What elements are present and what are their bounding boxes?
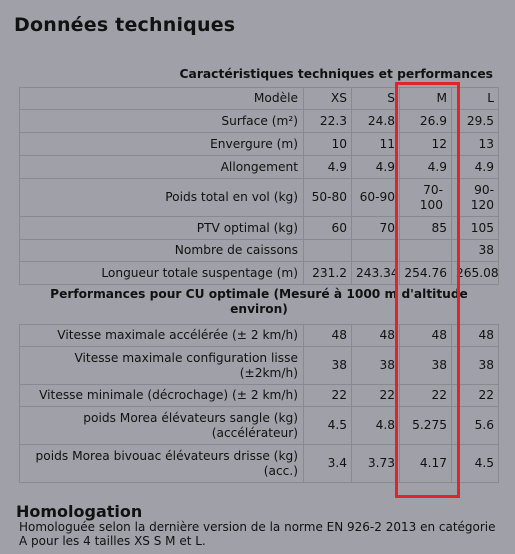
cell: 254.76: [400, 262, 452, 285]
table-row: [20, 110, 499, 133]
cell: 38: [452, 240, 499, 262]
row-label: Vitesse maximale accélérée (± 2 km/h): [20, 325, 304, 347]
cell: 3.73: [352, 445, 400, 483]
table-row: [20, 347, 499, 385]
row-label: Envergure (m): [20, 133, 304, 156]
table-row: [20, 445, 499, 483]
cell: 38: [352, 347, 400, 385]
cell: 4.9: [352, 156, 400, 179]
cell: 22.3: [304, 110, 352, 133]
table-row: [20, 217, 499, 240]
cell: 24.8: [352, 110, 400, 133]
cell: 4.5: [452, 445, 499, 483]
performance-heading: Performances pour CU optimale (Mesuré à 1000 m d'altitude environ): [50, 287, 468, 316]
specs-table: [19, 87, 499, 483]
cell: 70: [352, 217, 400, 240]
page-title: Données techniques: [14, 14, 236, 36]
cell: 4.17: [400, 445, 452, 483]
cell: 22: [304, 385, 352, 407]
cell: [352, 240, 400, 262]
row-label: Longueur totale suspentage (m): [20, 262, 304, 285]
size-header: M: [400, 88, 452, 110]
section-heading-row: [20, 285, 499, 319]
table-row: [20, 88, 499, 110]
row-label: PTV optimal (kg): [20, 217, 304, 240]
row-label: Surface (m²): [20, 110, 304, 133]
cell: 48: [304, 325, 352, 347]
cell: 4.9: [452, 156, 499, 179]
cell: 5.275: [400, 407, 452, 445]
table-row: [20, 385, 499, 407]
cell: 243.34: [352, 262, 400, 285]
cell: 10: [304, 133, 352, 156]
cell: 22: [400, 385, 452, 407]
cell: 26.9: [400, 110, 452, 133]
cell: 60-90: [352, 179, 400, 217]
cell: 3.4: [304, 445, 352, 483]
row-label: Vitesse minimale (décrochage) (± 2 km/h): [20, 385, 304, 407]
homologation-text: Homologuée selon la dernière version de la norme EN 926-2 2013 en catégorie A pour les 4 tailles XS S M et L.: [19, 520, 496, 549]
cell: 4.9: [400, 156, 452, 179]
cell: 38: [400, 347, 452, 385]
size-header: XS: [304, 88, 352, 110]
cell: 29.5: [452, 110, 499, 133]
size-header: S: [352, 88, 400, 110]
table-row: [20, 179, 499, 217]
cell: 22: [352, 385, 400, 407]
table-row: [20, 133, 499, 156]
header-label: Modèle: [20, 88, 304, 110]
cell: 90-120: [452, 179, 499, 217]
cell: 11: [352, 133, 400, 156]
table-row: [20, 240, 499, 262]
cell: [304, 240, 352, 262]
cell: 5.6: [452, 407, 499, 445]
row-label: poids Morea bivouac élévateurs drisse (kg) (acc.): [20, 445, 304, 483]
cell: 60: [304, 217, 352, 240]
cell: 38: [452, 347, 499, 385]
cell: 265.08: [452, 262, 499, 285]
cell: [400, 240, 452, 262]
cell: 38: [304, 347, 352, 385]
row-label: Vitesse maximale configuration lisse (±2km/h): [20, 347, 304, 385]
cell: 4.9: [304, 156, 352, 179]
cell: 85: [400, 217, 452, 240]
row-label: Nombre de caissons: [20, 240, 304, 262]
cell: 48: [452, 325, 499, 347]
cell: 22: [452, 385, 499, 407]
cell: 231.2: [304, 262, 352, 285]
row-label: Allongement: [20, 156, 304, 179]
table-row: [20, 325, 499, 347]
table-row: [20, 407, 499, 445]
cell: 48: [400, 325, 452, 347]
cell: 70-100: [400, 179, 452, 217]
homologation-title: Homologation: [16, 502, 143, 521]
cell: 4.5: [304, 407, 352, 445]
table-row: [20, 156, 499, 179]
row-label: poids Morea élévateurs sangle (kg) (accélérateur): [20, 407, 304, 445]
cell: 12: [400, 133, 452, 156]
table-row: [20, 262, 499, 285]
cell: 48: [352, 325, 400, 347]
cell: 50-80: [304, 179, 352, 217]
cell: 105: [452, 217, 499, 240]
row-label: Poids total en vol (kg): [20, 179, 304, 217]
cell: 4.8: [352, 407, 400, 445]
size-header: L: [452, 88, 499, 110]
cell: 13: [452, 133, 499, 156]
table-caption: Caractéristiques techniques et performances: [179, 67, 493, 81]
